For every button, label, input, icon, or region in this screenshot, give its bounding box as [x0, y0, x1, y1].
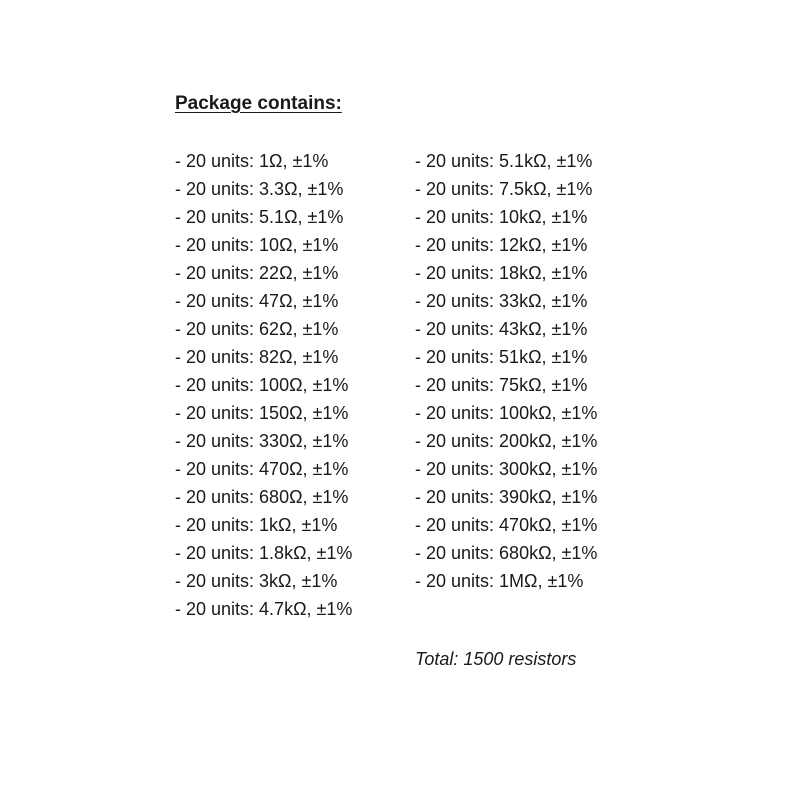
list-item: - 20 units: 18kΩ, ±1% — [415, 263, 588, 283]
list-item: - 20 units: 1kΩ, ±1% — [175, 515, 338, 535]
list-item: - 20 units: 10Ω, ±1% — [175, 235, 339, 255]
right-column-list — [415, 147, 597, 595]
list-item: - 20 units: 22Ω, ±1% — [175, 263, 339, 283]
total-count: Total: 1500 resistors — [415, 649, 577, 669]
list-item: - 20 units: 390kΩ, ±1% — [415, 487, 598, 507]
list-item: - 20 units: 470kΩ, ±1% — [415, 515, 598, 535]
list-item: - 20 units: 680kΩ, ±1% — [415, 543, 598, 563]
list-item: - 20 units: 47Ω, ±1% — [175, 291, 339, 311]
list-item: - 20 units: 4.7kΩ, ±1% — [175, 599, 353, 619]
list-item: - 20 units: 62Ω, ±1% — [175, 319, 339, 339]
list-item: - 20 units: 51kΩ, ±1% — [415, 347, 588, 367]
list-item: - 20 units: 150Ω, ±1% — [175, 403, 349, 423]
list-item: - 20 units: 43kΩ, ±1% — [415, 319, 588, 339]
list-item: - 20 units: 82Ω, ±1% — [175, 347, 339, 367]
list-item: - 20 units: 680Ω, ±1% — [175, 487, 349, 507]
left-column-list — [175, 147, 352, 623]
list-item: - 20 units: 1MΩ, ±1% — [415, 571, 584, 591]
list-item: - 20 units: 12kΩ, ±1% — [415, 235, 588, 255]
list-item: - 20 units: 33kΩ, ±1% — [415, 291, 588, 311]
package-title: Package contains: — [175, 93, 342, 114]
list-item: - 20 units: 3kΩ, ±1% — [175, 571, 338, 591]
list-item: - 20 units: 100kΩ, ±1% — [415, 403, 598, 423]
list-item: - 20 units: 100Ω, ±1% — [175, 375, 349, 395]
list-item: - 20 units: 470Ω, ±1% — [175, 459, 349, 479]
list-item: - 20 units: 5.1Ω, ±1% — [175, 207, 344, 227]
list-item: - 20 units: 330Ω, ±1% — [175, 431, 349, 451]
list-item: - 20 units: 5.1kΩ, ±1% — [415, 151, 593, 171]
list-item: - 20 units: 200kΩ, ±1% — [415, 431, 598, 451]
list-item: - 20 units: 1.8kΩ, ±1% — [175, 543, 353, 563]
list-item: - 20 units: 75kΩ, ±1% — [415, 375, 588, 395]
list-item: - 20 units: 7.5kΩ, ±1% — [415, 179, 593, 199]
list-item: - 20 units: 1Ω, ±1% — [175, 151, 329, 171]
list-item: - 20 units: 3.3Ω, ±1% — [175, 179, 344, 199]
list-item: - 20 units: 300kΩ, ±1% — [415, 459, 598, 479]
list-item: - 20 units: 10kΩ, ±1% — [415, 207, 588, 227]
